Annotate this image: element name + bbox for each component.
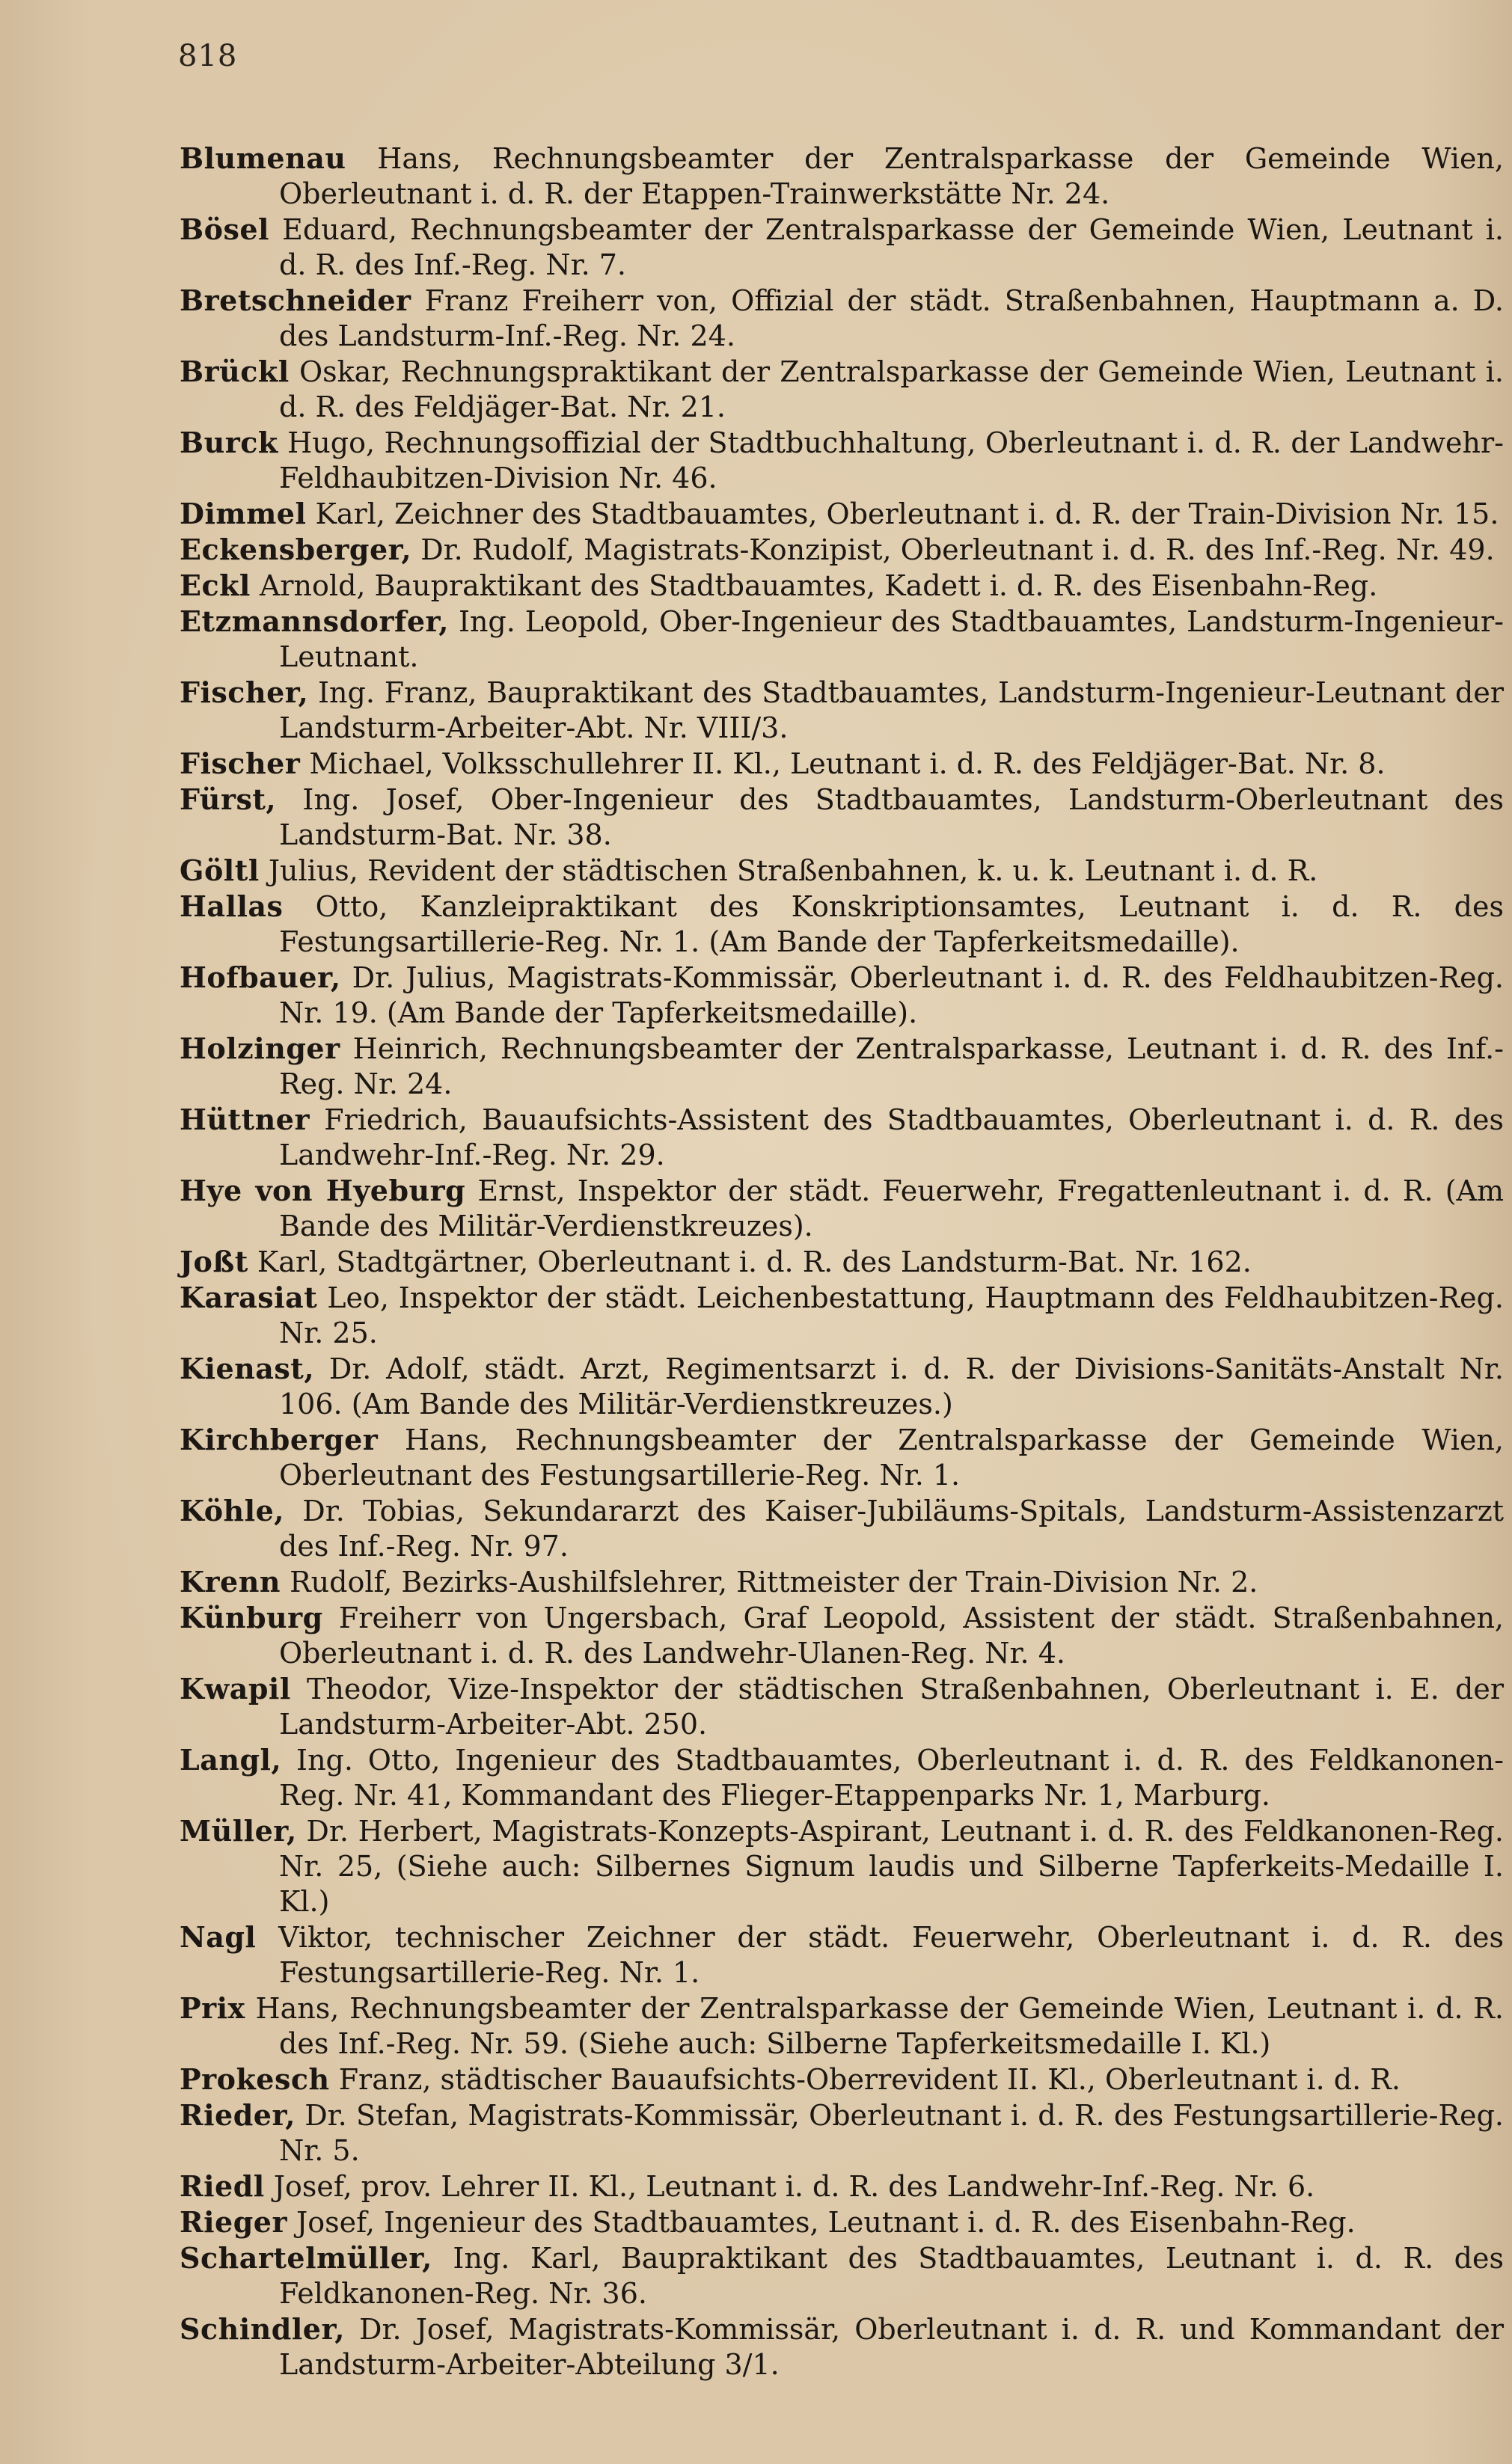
- list-item: [180, 960, 1504, 1031]
- entry-details: Friedrich, Bauaufsichts-Assistent des Stadtbauamtes, Oberleutnant i. d. R. des Landwehr-Inf.-Reg. Nr. 29.: [279, 1103, 1504, 1171]
- entry-details: Viktor, technischer Zeichner der städt. Feuerwehr, Oberleutnant i. d. R. des Festungsartillerie-Reg. Nr. 1.: [256, 1921, 1504, 1989]
- entry-surname: Kienast,: [180, 1352, 315, 1385]
- list-item: [180, 746, 1504, 782]
- list-item: [180, 1990, 1504, 2062]
- entry-details: Dr. Tobias, Sekundararzt des Kaiser-Jubiläums-Spitals, Landsturm-Assistenzarzt des Inf.-Reg. Nr. 97.: [279, 1495, 1504, 1563]
- list-item: [180, 1102, 1504, 1173]
- entry-surname: Blumenau: [180, 141, 346, 175]
- entry-surname: Kwapil: [180, 1672, 291, 1706]
- list-item: [180, 1280, 1504, 1351]
- list-item: [180, 425, 1504, 496]
- entry-details: Arnold, Baupraktikant des Stadtbauamtes, Kadett i. d. R. des Eisenbahn-Reg.: [250, 569, 1378, 602]
- entry-surname: Prix: [180, 1991, 245, 2025]
- entry-details: Hans, Rechnungsbeamter der Zentralsparkasse der Gemeinde Wien, Oberleutnant i. d. R. der Etappen-Trainwerkstätte Nr. 24.: [279, 142, 1504, 210]
- entry-surname: Etzmannsdorfer,: [180, 604, 450, 638]
- entry-surname: Fischer,: [180, 675, 309, 709]
- entry-surname: Fürst,: [180, 782, 277, 816]
- list-item: [180, 283, 1504, 354]
- list-item: [180, 1671, 1504, 1742]
- list-item: [180, 212, 1504, 283]
- entry-surname: Krenn: [180, 1565, 281, 1599]
- entry-details: Franz Freiherr von, Offizial der städt. Straßenbahnen, Hauptmann a. D. des Landsturm-Inf.-Reg. Nr. 24.: [279, 284, 1504, 352]
- entry-surname: Künburg: [180, 1601, 323, 1634]
- entry-list: [180, 141, 1504, 2382]
- entry-details: Rudolf, Bezirks-Aushilfslehrer, Rittmeister der Train-Division Nr. 2.: [280, 1566, 1258, 1599]
- entry-details: Franz, städtischer Bauaufsichts-Oberrevident II. Kl., Oberleutnant i. d. R.: [329, 2063, 1401, 2096]
- list-item: [180, 604, 1504, 675]
- entry-surname: Nagl: [180, 1920, 257, 1954]
- entry-surname: Holzinger: [180, 1032, 340, 1065]
- entry-details: Dr. Adolf, städt. Arzt, Regimentsarzt i. d. R. der Divisions-Sanitäts-Anstalt Nr. 106. (Am Bande des Militär-Verdienstkreuzes.): [279, 1352, 1504, 1421]
- entry-surname: Rieder,: [180, 2098, 296, 2132]
- list-item: [180, 1422, 1504, 1493]
- entry-surname: Bretschneider: [180, 284, 411, 317]
- entry-details: Ing. Leopold, Ober-Ingenieur des Stadtbauamtes, Landsturm-Ingenieur-Leutnant.: [279, 605, 1504, 673]
- entry-surname: Karasiat: [180, 1281, 318, 1314]
- entry-details: Ing. Franz, Baupraktikant des Stadtbauamtes, Landsturm-Ingenieur-Leutnant der Landsturm-Arbeiter-Abt. Nr. VIII/3.: [279, 676, 1504, 744]
- list-item: [180, 1919, 1504, 1990]
- entry-details: Hans, Rechnungsbeamter der Zentralsparkasse der Gemeinde Wien, Oberleutnant des Festungsartillerie-Reg. Nr. 1.: [279, 1423, 1504, 1492]
- entry-surname: Schartelmüller,: [180, 2241, 432, 2275]
- list-item: [180, 2240, 1504, 2311]
- list-item: [180, 2204, 1504, 2240]
- list-item: [180, 1493, 1504, 1564]
- entry-details: Freiherr von Ungersbach, Graf Leopold, Assistent der städt. Straßenbahnen, Oberleutnant i. d. R. des Landwehr-Ulanen-Reg. Nr. 4.: [279, 1602, 1504, 1670]
- entry-surname: Dimmel: [180, 497, 307, 530]
- entry-details: Ernst, Inspektor der städt. Feuerwehr, Fregattenleutnant i. d. R. (Am Bande des Militär-Verdienstkreuzes).: [279, 1174, 1505, 1242]
- entry-surname: Fischer: [180, 747, 301, 780]
- entry-details: Hans, Rechnungsbeamter der Zentralsparkasse der Gemeinde Wien, Leutnant i. d. R. des Inf.-Reg. Nr. 59. (Siehe auch: Silberne Tapferkeitsmedaille I. Kl.): [245, 1992, 1504, 2060]
- entry-surname: Rieger: [180, 2205, 287, 2239]
- list-item: [180, 1173, 1504, 1244]
- entry-details: Ing. Josef, Ober-Ingenieur des Stadtbauamtes, Landsturm-Oberleutnant des Landsturm-Bat. Nr. 38.: [276, 783, 1504, 851]
- list-item: [180, 1742, 1504, 1813]
- entry-surname: Hüttner: [180, 1103, 310, 1136]
- list-item: [180, 1351, 1504, 1422]
- entry-surname: Eckensberger,: [180, 533, 412, 566]
- list-item: [180, 496, 1504, 532]
- entry-surname: Burck: [180, 426, 278, 459]
- list-item: [180, 1031, 1504, 1102]
- entry-surname: Eckl: [180, 569, 251, 602]
- list-item: [180, 2169, 1504, 2204]
- entry-surname: Köhle,: [180, 1494, 285, 1527]
- entry-details: Dr. Rudolf, Magistrats-Konzipist, Oberleutnant i. d. R. des Inf.-Reg. Nr. 49.: [411, 533, 1495, 566]
- list-item: [180, 1600, 1504, 1671]
- entry-surname: Schindler,: [180, 2312, 345, 2346]
- list-item: [180, 2097, 1504, 2169]
- entry-surname: Göltl: [180, 853, 260, 887]
- list-item: [180, 141, 1504, 212]
- list-item: [180, 532, 1504, 568]
- page-number: 818: [178, 39, 238, 73]
- list-item: [180, 675, 1504, 746]
- list-item: [180, 782, 1504, 853]
- entry-details: Josef, Ingenieur des Stadtbauamtes, Leutnant i. d. R. des Eisenbahn-Reg.: [287, 2206, 1356, 2239]
- entry-details: Josef, prov. Lehrer II. Kl., Leutnant i. d. R. des Landwehr-Inf.-Reg. Nr. 6.: [264, 2170, 1315, 2203]
- entry-details: Dr. Julius, Magistrats-Kommissär, Oberleutnant i. d. R. des Feldhaubitzen-Reg. Nr. 19. (Am Bande der Tapferkeitsmedaille).: [279, 961, 1504, 1029]
- entry-surname: Kirchberger: [180, 1423, 379, 1456]
- entry-details: Dr. Herbert, Magistrats-Konzepts-Aspirant, Leutnant i. d. R. des Feldkanonen-Reg. Nr. 25, (Siehe auch: Silbernes Signum laudis und Silberne Tapferkeits-Medaille I. Kl.): [279, 1815, 1504, 1918]
- entry-details: Dr. Stefan, Magistrats-Kommissär, Oberleutnant i. d. R. des Festungsartillerie-Reg. Nr. 5.: [279, 2099, 1504, 2167]
- list-item: [180, 1813, 1504, 1919]
- list-item: [180, 568, 1504, 604]
- entry-details: Theodor, Vize-Inspektor der städtischen Straßenbahnen, Oberleutnant i. E. der Landsturm-Arbeiter-Abt. 250.: [279, 1673, 1504, 1741]
- entry-surname: Riedl: [180, 2169, 265, 2203]
- entry-details: Oskar, Rechnungspraktikant der Zentralsparkasse der Gemeinde Wien, Leutnant i. d. R. des Feldjäger-Bat. Nr. 21.: [279, 355, 1504, 423]
- list-item: [180, 2311, 1504, 2382]
- list-item: [180, 2062, 1504, 2097]
- entry-details: Julius, Revident der städtischen Straßenbahnen, k. u. k. Leutnant i. d. R.: [259, 854, 1318, 887]
- entry-surname: Hofbauer,: [180, 960, 341, 994]
- entry-details: Eduard, Rechnungsbeamter der Zentralsparkasse der Gemeinde Wien, Leutnant i. d. R. des Inf.-Reg. Nr. 7.: [269, 213, 1504, 281]
- entry-surname: Müller,: [180, 1814, 297, 1848]
- entry-surname: Hallas: [180, 889, 284, 923]
- list-item: [180, 853, 1504, 889]
- list-item: [180, 1244, 1504, 1280]
- entry-details: Karl, Zeichner des Stadtbauamtes, Oberleutnant i. d. R. der Train-Division Nr. 15.: [306, 497, 1499, 530]
- entry-details: Leo, Inspektor der städt. Leichenbestattung, Hauptmann des Feldhaubitzen-Reg. Nr. 25.: [279, 1281, 1504, 1349]
- entry-surname: Prokesch: [180, 2062, 330, 2096]
- entry-details: Ing. Karl, Baupraktikant des Stadtbauamtes, Leutnant i. d. R. des Feldkanonen-Reg. Nr. 36.: [279, 2242, 1504, 2310]
- entry-details: Michael, Volksschullehrer II. Kl., Leutnant i. d. R. des Feldjäger-Bat. Nr. 8.: [300, 747, 1386, 780]
- entry-details: Ing. Otto, Ingenieur des Stadtbauamtes, Oberleutnant i. d. R. des Feldkanonen-Reg. Nr. 41, Kommandant des Flieger-Etappenparks Nr. 1, Marburg.: [279, 1744, 1504, 1812]
- entry-details: Karl, Stadtgärtner, Oberleutnant i. d. R. des Landsturm-Bat. Nr. 162.: [248, 1245, 1252, 1278]
- list-item: [180, 354, 1504, 425]
- entry-surname: Joßt: [180, 1245, 248, 1278]
- entry-surname: Hye von Hyeburg: [180, 1174, 466, 1207]
- entry-details: Heinrich, Rechnungsbeamter der Zentralsparkasse, Leutnant i. d. R. des Inf.-Reg. Nr. 24.: [279, 1032, 1504, 1100]
- entry-surname: Bösel: [180, 212, 269, 246]
- list-item: [180, 1564, 1504, 1600]
- entry-details: Hugo, Rechnungsoffizial der Stadtbuchhaltung, Oberleutnant i. d. R. der Landwehr-Feldhaubitzen-Division Nr. 46.: [278, 426, 1504, 494]
- entry-surname: Brückl: [180, 355, 290, 388]
- list-item: [180, 889, 1504, 960]
- entry-details: Dr. Josef, Magistrats-Kommissär, Oberleutnant i. d. R. und Kommandant der Landsturm-Arbeiter-Abteilung 3/1.: [279, 2313, 1504, 2381]
- entry-surname: Langl,: [180, 1743, 282, 1777]
- entry-details: Otto, Kanzleipraktikant des Konskriptionsamtes, Leutnant i. d. R. des Festungsartillerie-Reg. Nr. 1. (Am Bande der Tapferkeitsmedaille).: [279, 890, 1504, 958]
